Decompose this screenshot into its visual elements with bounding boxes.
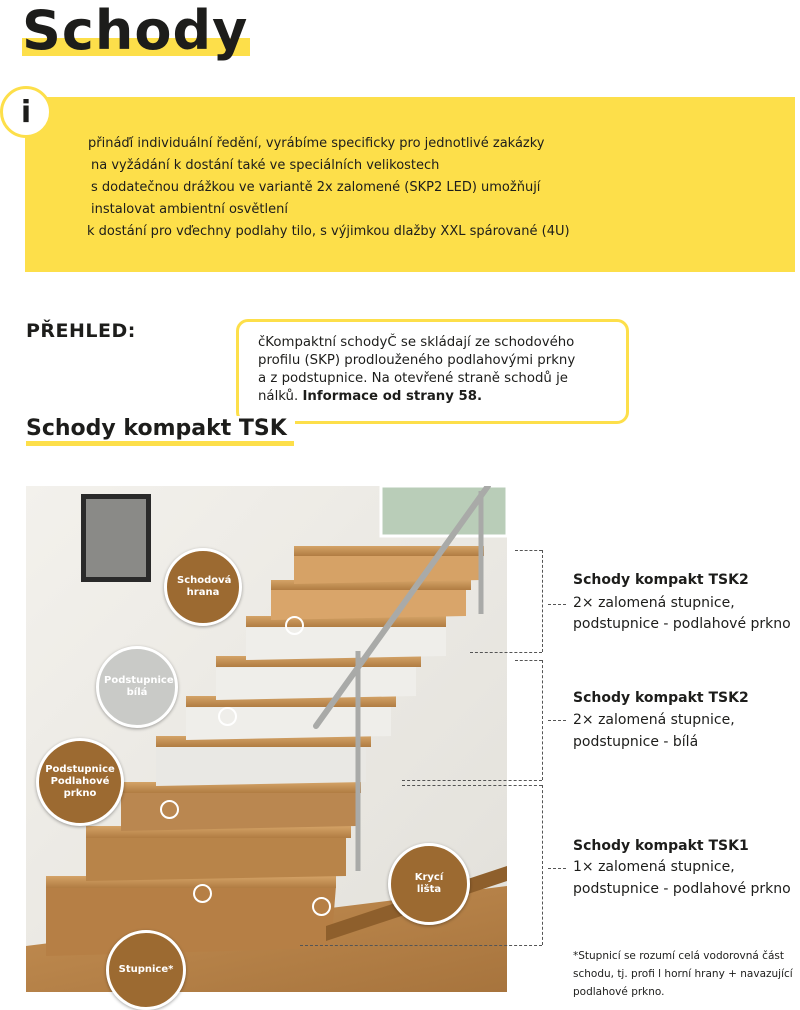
callout-label: Schodová hrana [177, 575, 232, 598]
info-icon [0, 86, 52, 138]
callout-label: Podstupnice bílá [104, 675, 174, 698]
overview-heading: PŘEHLED: [26, 320, 136, 342]
callout-dot [312, 897, 331, 916]
callout-label: Krycí lišta [414, 872, 444, 895]
callout-dot [285, 616, 304, 635]
bracket-line [515, 550, 542, 551]
note-text [258, 334, 613, 406]
callout-riser-white [96, 646, 178, 728]
bracket-line [542, 550, 543, 652]
callout-dot [193, 884, 212, 903]
bracket-line [300, 945, 542, 946]
info-line: k dostání pro vďechny podlahy tilo, s výjimkou dlažby XXL spárované (4U) [87, 224, 570, 239]
legend-connector [548, 604, 566, 605]
legend-title: Schody kompakt TSK2 [573, 690, 749, 706]
legend-line: 1× zalomená stupnice, [573, 859, 735, 875]
info-line: s dodatečnou drážkou ve variantě 2x zalomené (SKP2 LED) umožňují [91, 180, 541, 195]
legend-connector [548, 868, 566, 869]
bracket-line [402, 780, 542, 781]
legend-line: 2× zalomená stupnice, [573, 595, 735, 611]
info-line: instalovat ambientní osvětlení [91, 202, 288, 217]
legend-title: Schody kompakt TSK2 [573, 572, 749, 588]
legend-line: podstupnice - podlahové prkno [573, 616, 791, 632]
note-line: nálků. [258, 389, 299, 404]
callout-tread [106, 930, 186, 1010]
callout-stair-edge [164, 548, 242, 626]
bracket-line [402, 785, 542, 786]
section-subtitle: Schody kompakt TSK [26, 416, 295, 441]
bracket-line [470, 652, 542, 653]
bracket-line [542, 660, 543, 780]
callout-label: Stupnice* [118, 964, 174, 975]
note-line: čKompaktní schodyČ se skládají ze schodového [258, 335, 575, 350]
info-line: přináďí individuální ředění, vyrábíme specificky pro jednotlivé zakázky [88, 136, 545, 151]
page-title: Schody [22, 0, 249, 62]
legend-connector [548, 720, 566, 721]
callout-dot [160, 800, 179, 819]
bracket-line [515, 660, 542, 661]
callout-label: Podstupnice Podlahové prkno [45, 764, 115, 799]
legend-line: 2× zalomená stupnice, [573, 712, 735, 728]
legend-line: podstupnice - bílá [573, 734, 699, 750]
note-link: Informace od strany 58. [302, 389, 483, 404]
legend-title: Schody kompakt TSK1 [573, 838, 749, 854]
note-line: a z podstupnice. Na otevřené straně schodů je [258, 371, 568, 386]
legend-line: podstupnice - podlahové prkno [573, 881, 791, 897]
bracket-line [542, 785, 543, 945]
note-line: profilu (SKP) prodlouženého podlahovými prkny [258, 353, 576, 368]
info-line: na vyžádání k dostání také ve speciálních velikostech [91, 158, 440, 173]
callout-riser-floorboard [36, 738, 124, 826]
info-icon-glyph: i [20, 94, 32, 130]
callout-dot [218, 707, 237, 726]
footnote: *Stupnicí se rozumí celá vodorovná část schodu, tj. profi l horní hrany + navazující podlahové prkno. [573, 950, 793, 998]
callout-cover-strip [388, 843, 470, 925]
